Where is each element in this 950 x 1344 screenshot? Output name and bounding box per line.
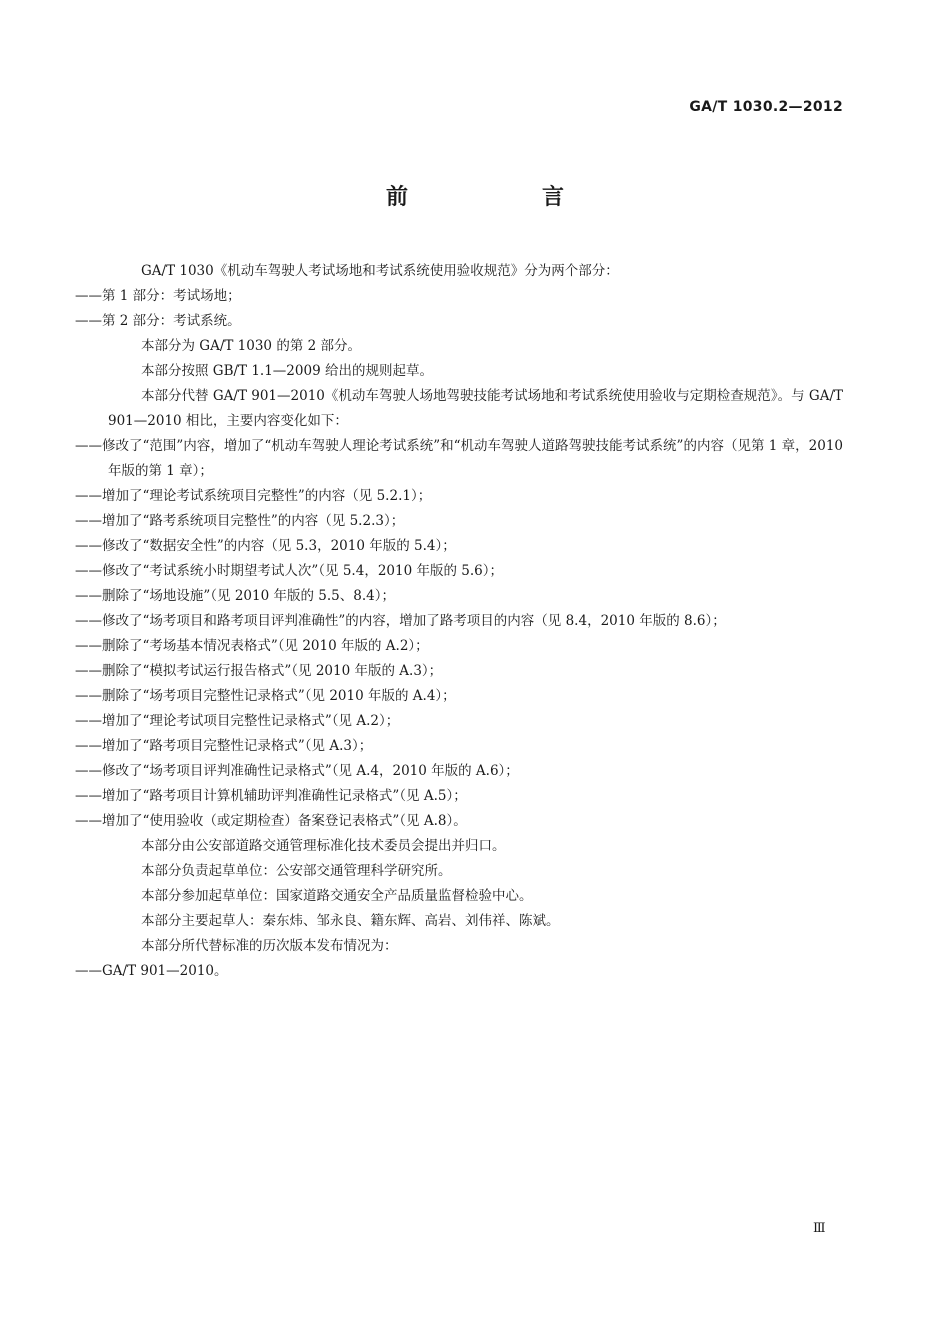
standard-code: GA/T 1030.2—2012 (689, 99, 843, 115)
page-number: Ⅲ (813, 1221, 826, 1236)
list-item: ——GA/T 901—2010。 (75, 963, 228, 979)
list-item: ——修改了“场考项目评判准确性记录格式”（见 A.4，2010 年版的 A.6）； (75, 763, 519, 779)
list-item: ——删除了“场地设施”（见 2010 年版的 5.5、8.4）； (75, 588, 395, 604)
paragraph: 本部分参加起草单位：国家道路交通安全产品质量监督检验中心。 (141, 888, 533, 904)
page-title: 前 言 (385, 185, 620, 210)
list-item: ——修改了“范围”内容，增加了“机动车驾驶人理论考试系统”和“机动车驾驶人道路驾驶技能考试系统”的内容（见第 1 章，2010 年版的第 1 章）； (75, 438, 843, 479)
list-item: ——删除了“场考项目完整性记录格式”（见 2010 年版的 A.4）； (75, 688, 456, 704)
list-item: ——修改了“场考项目和路考项目评判准确性”的内容，增加了路考项目的内容（见 8.4，2010 年版的 8.6）； (75, 613, 726, 629)
paragraph: 本部分主要起草人：秦东炜、邹永良、籍东辉、高岩、刘伟祥、陈斌。 (141, 913, 560, 929)
list-item: ——增加了“路考系统项目完整性”的内容（见 5.2.3）； (75, 513, 405, 529)
list-item: ——删除了“考场基本情况表格式”（见 2010 年版的 A.2）； (75, 638, 429, 654)
list-item: ——增加了“路考项目完整性记录格式”（见 A.3）； (75, 738, 373, 754)
list-item: ——增加了“理论考试项目完整性记录格式”（见 A.2）； (75, 713, 400, 729)
list-item: ——增加了“使用验收（或定期检查）备案登记表格式”（见 A.8）。 (75, 813, 467, 829)
paragraph: 本部分由公安部道路交通管理标准化技术委员会提出并归口。 (141, 838, 506, 854)
document-body (75, 259, 843, 984)
paragraph: 本部分为 GA/T 1030 的第 2 部分。 (141, 338, 361, 354)
list-item: ——修改了“数据安全性”的内容（见 5.3，2010 年版的 5.4）； (75, 538, 456, 554)
paragraph: 本部分负责起草单位：公安部交通管理科学研究所。 (141, 863, 452, 879)
list-item: ——增加了“路考项目计算机辅助评判准确性记录格式”（见 A.5）； (75, 788, 467, 804)
paragraph: 本部分所代替标准的历次版本发布情况为： (141, 938, 398, 954)
list-item: ——修改了“考试系统小时期望考试人次”（见 5.4，2010 年版的 5.6）； (75, 563, 503, 579)
paragraph: 本部分按照 GB/T 1.1—2009 给出的规则起草。 (141, 363, 433, 379)
list-item: ——删除了“模拟考试运行报告格式”（见 2010 年版的 A.3）； (75, 663, 443, 679)
paragraph: GA/T 1030《机动车驾驶人考试场地和考试系统使用验收规范》分为两个部分： (141, 263, 619, 279)
list-item: ——第 1 部分：考试场地； (75, 288, 241, 304)
list-item: ——第 2 部分：考试系统。 (75, 313, 241, 329)
paragraph: 本部分代替 GA/T 901—2010《机动车驾驶人场地驾驶技能考试场地和考试系统使用验收与定期检查规范》。与 GA/T 901—2010 相比，主要内容变化如下： (108, 388, 843, 429)
list-item: ——增加了“理论考试系统项目完整性”的内容（见 5.2.1）； (75, 488, 432, 504)
